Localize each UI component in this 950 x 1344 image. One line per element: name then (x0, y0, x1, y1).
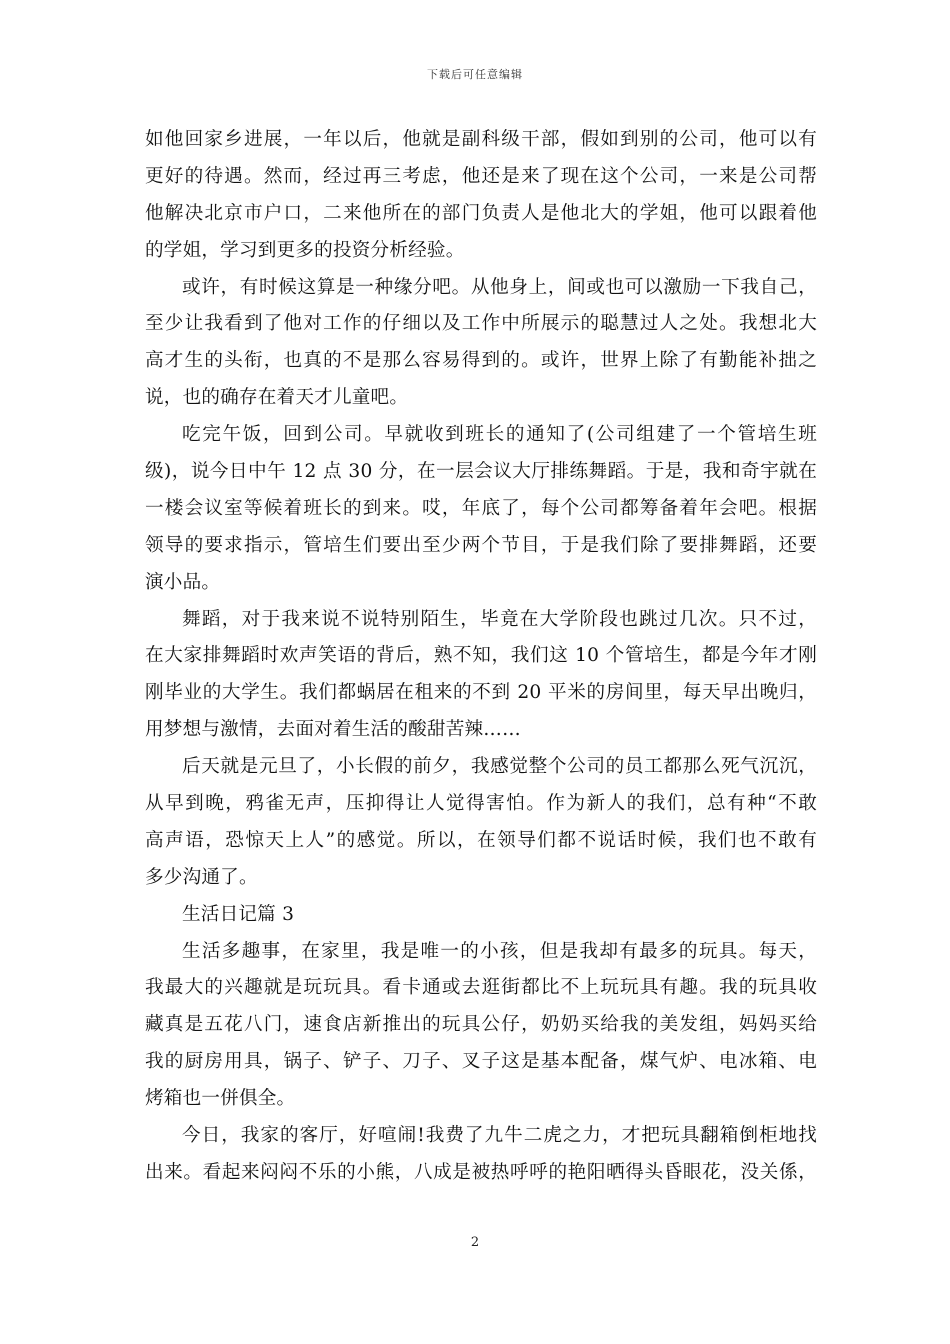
text-line: 刚毕业的大学生。我们都蜗居在租来的不到 20 平米的房间里，每天早出晚归， (145, 682, 817, 704)
text-line: 他解决北京市户口，二来他所在的部门负责人是他北大的学姐，他可以跟着他 (145, 202, 817, 224)
text-line: 藏真是五花八门，速食店新推出的玩具公仔，奶奶买给我的美发组，妈妈买给 (145, 1014, 817, 1036)
text-line: 用梦想与激情，去面对着生活的酸甜苦辣…… (145, 719, 521, 741)
text-line: 从早到晚，鸦雀无声，压抑得让人觉得害怕。作为新人的我们，总有种“不敢 (145, 793, 817, 815)
text-line: 烤箱也一併俱全。 (145, 1088, 296, 1110)
text-line: 生活多趣事，在家里，我是唯一的小孩，但是我却有最多的玩具。每天， (182, 940, 817, 962)
text-line: 演小品。 (145, 571, 221, 593)
text-line: 生活日记篇 3 (182, 903, 295, 925)
page-header: 下载后可任意编辑 (427, 68, 523, 81)
text-line: 在大家排舞蹈时欢声笑语的背后，熟不知，我们这 10 个管培生，都是今年才刚 (145, 645, 817, 667)
text-line: 更好的待遇。然而，经过再三考虑，他还是来了现在这个公司，一来是公司帮 (145, 165, 817, 187)
text-line: 或许，有时候这算是一种缘分吧。从他身上，间或也可以激励一下我自己， (182, 276, 817, 298)
text-line: 的学姐，学习到更多的投资分析经验。 (145, 239, 465, 261)
text-line: 多少沟通了。 (145, 866, 258, 888)
text-line: 后天就是元旦了，小长假的前夕，我感觉整个公司的员工都那么死气沉沉， (182, 756, 817, 778)
text-line: 我最大的兴趣就是玩玩具。看卡通或去逛街都比不上玩玩具有趣。我的玩具收 (145, 977, 817, 999)
page-number: 2 (470, 1235, 480, 1250)
text-line: 吃完午饭，回到公司。早就收到班长的通知了(公司组建了一个管培生班 (182, 424, 817, 446)
text-line: 说，也的确存在着天才儿童吧。 (145, 387, 409, 409)
text-line: 今日，我家的客厅，好喧闹!我费了九牛二虎之力，才把玩具翻箱倒柜地找 (182, 1125, 817, 1147)
text-line: 至少让我看到了他对工作的仔细以及工作中所展示的聪慧过人之处。我想北大 (145, 313, 817, 335)
text-line: 我的厨房用具，锅子、铲子、刀子、叉子这是基本配备，煤气炉、电冰箱、电 (145, 1051, 817, 1073)
text-line: 高声语，恐惊天上人”的感觉。所以，在领导们都不说话时候，我们也不敢有 (145, 829, 817, 851)
text-line: 级)，说今日中午 12 点 30 分，在一层会议大厅排练舞蹈。于是，我和奇宇就在 (145, 461, 817, 483)
text-line: 舞蹈，对于我来说不说特别陌生，毕竟在大学阶段也跳过几次。只不过， (182, 608, 817, 630)
text-line: 一楼会议室等候着班长的到来。哎，年底了，每个公司都筹备着年会吧。根据 (145, 497, 817, 519)
text-line: 领导的要求指示，管培生们要出至少两个节目，于是我们除了要排舞蹈，还要 (145, 534, 817, 556)
text-line: 高才生的头衔，也真的不是那么容易得到的。或许，世界上除了有勤能补拙之 (145, 350, 817, 372)
text-line: 如他回家乡进展，一年以后，他就是副科级干部，假如到别的公司，他可以有 (145, 129, 817, 150)
document-body (145, 122, 817, 1192)
text-line: 出来。看起来闷闷不乐的小熊，八成是被热呼呼的艳阳晒得头昏眼花，没关係， (145, 1161, 817, 1183)
